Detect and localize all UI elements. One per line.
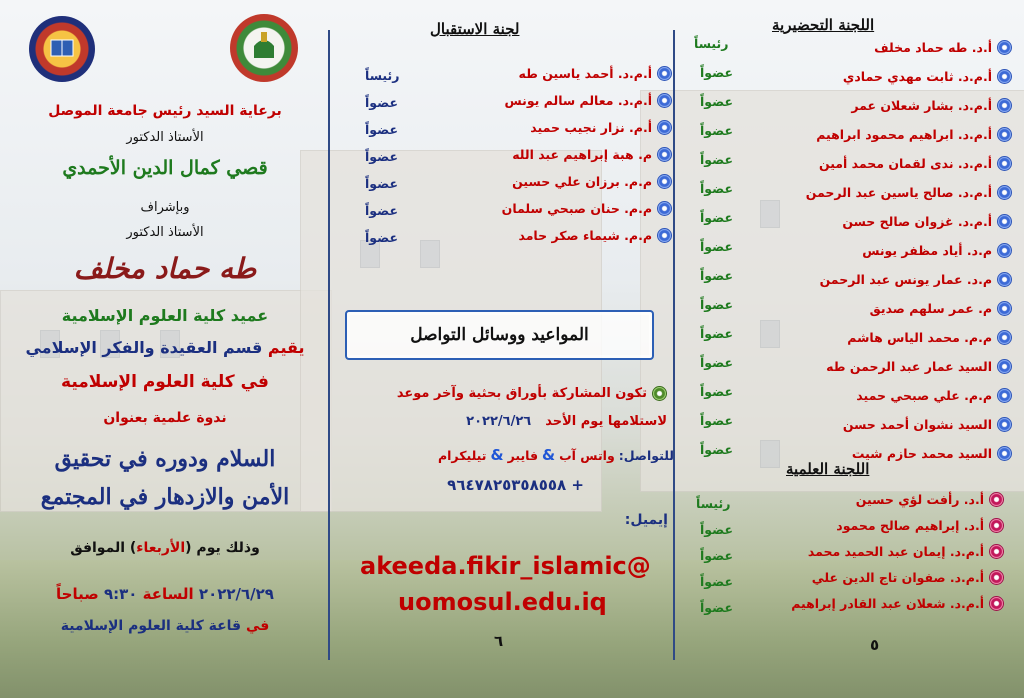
reception-member-row <box>512 147 672 162</box>
preparatory-member-row <box>874 40 1012 55</box>
venue-line <box>0 618 330 634</box>
scientific-member-role: عضواً <box>700 522 733 537</box>
preparatory-member-role: عضواً <box>700 210 733 225</box>
participation-text1: تكون المشاركة بأوراق بحثية وآخر موعد <box>396 386 647 401</box>
day-suffix: ) الموافق <box>70 540 137 556</box>
email-label-row <box>625 512 668 528</box>
flower-bullet-icon <box>989 570 1004 585</box>
preparatory-member-row <box>843 417 1012 432</box>
mosque-emblem-icon <box>230 14 298 82</box>
reception-member-name: أ.م.د. معالم سالم يونس <box>504 93 652 108</box>
flower-bullet-icon <box>997 185 1012 200</box>
dean-signature: طه حماد مخلف <box>73 252 257 285</box>
contact-whatsapp: واتس آب <box>559 447 615 463</box>
preparatory-member-role: عضواً <box>700 384 733 399</box>
preparatory-member-row <box>862 243 1012 258</box>
scientific-member-row <box>812 570 1004 585</box>
dean-title: عميد كلية العلوم الإسلامية <box>61 306 269 325</box>
scientific-member-row <box>836 518 1004 533</box>
flower-bullet-icon <box>997 243 1012 258</box>
flower-bullet-icon <box>997 388 1012 403</box>
contact-label: للتواصل: <box>618 447 674 463</box>
prof1-title: الأستاذ الدكتور <box>126 130 204 145</box>
reception-member-name: م.م. شيماء صكر حامد <box>518 228 652 243</box>
reception-member-row <box>504 93 672 108</box>
flower-bullet-icon <box>652 386 667 401</box>
seminar-title-line2: الأمن والازدهار في المجتمع <box>40 484 290 510</box>
college-line: في كلية العلوم الإسلامية <box>61 372 269 392</box>
preparatory-member-name: م. عمر سلهم صديق <box>869 301 992 316</box>
preparatory-member-name: أ.م.د. بشار شعلان عمر <box>851 98 992 113</box>
preparatory-member-name: أ.د. طه حماد مخلف <box>874 40 992 55</box>
preparatory-member-row <box>819 156 1012 171</box>
participation-text2: لاستلامها يوم الأحد <box>545 414 667 429</box>
preparatory-member-role: عضواً <box>700 181 733 196</box>
scientific-member-name: أ.م.د. صفوان تاج الدين علي <box>811 570 984 585</box>
reception-member-row <box>518 228 672 243</box>
preparatory-member-row <box>856 388 1012 403</box>
flower-bullet-icon <box>997 156 1012 171</box>
flower-bullet-icon <box>989 596 1004 611</box>
day-name: الأربعاء <box>136 540 186 556</box>
organizer-prefix: يقيم <box>267 338 305 357</box>
preparatory-member-row <box>820 272 1012 287</box>
reception-member-row <box>512 174 672 189</box>
participation-date: ٢٠٢٢/٦/٢٦ <box>466 414 532 429</box>
time-value: ٩:٣٠ <box>103 585 138 603</box>
university-logo <box>29 16 95 82</box>
preparatory-member-row <box>816 127 1012 142</box>
scientific-member-name: أ.د. رأفت لؤي حسين <box>855 492 984 507</box>
reception-member-role: عضواً <box>365 176 398 191</box>
reception-member-name: م.م. حنان صبحي سلمان <box>501 201 652 216</box>
flower-bullet-icon <box>997 359 1012 374</box>
preparatory-member-name: أ.م.د. ثابت مهدي حمادي <box>842 69 992 84</box>
flower-bullet-icon <box>997 272 1012 287</box>
email-address-line2[interactable]: uomosul.edu.iq <box>398 588 607 616</box>
scientific-member-name: أ.م.د. شعلان عبد القادر إبراهيم <box>791 596 984 611</box>
time-suffix: صباحاً <box>56 585 99 603</box>
flower-bullet-icon <box>657 120 672 135</box>
contact-viber: فايبر <box>507 447 539 463</box>
reception-member-name: أ.م.د. أحمد ياسين طه <box>518 66 652 81</box>
scientific-member-row <box>791 596 1004 611</box>
college-logo <box>230 14 298 82</box>
preparatory-member-role: عضواً <box>700 123 733 138</box>
reception-member-role: عضواً <box>365 149 398 164</box>
reception-member-name: م. هبة إبراهيم عبد الله <box>512 147 652 162</box>
flower-bullet-icon <box>657 147 672 162</box>
flower-bullet-icon <box>997 301 1012 316</box>
preparatory-member-row <box>851 98 1012 113</box>
participation-line2 <box>466 414 667 429</box>
flower-bullet-icon <box>657 174 672 189</box>
reception-member-role: رئيساً <box>365 68 400 83</box>
flower-bullet-icon <box>997 69 1012 84</box>
preparatory-member-role: عضواً <box>700 413 733 428</box>
reception-member-row <box>530 120 672 135</box>
preparatory-member-name: م.د. عمار يونس عبد الرحمن <box>819 272 992 287</box>
flower-bullet-icon <box>989 544 1004 559</box>
flower-bullet-icon <box>657 66 672 81</box>
preparatory-member-row <box>843 69 1012 84</box>
flower-bullet-icon <box>997 40 1012 55</box>
page-number-left: ٦ <box>494 632 504 650</box>
seminar-intro: ندوة علمية بعنوان <box>103 410 227 426</box>
venue-prefix: في <box>245 618 270 634</box>
preparatory-member-name: م.د. أياد مظفر يونس <box>862 243 992 258</box>
preparatory-member-role: عضواً <box>700 442 733 457</box>
phone-line <box>447 476 584 494</box>
scientific-committee-title: اللجنة العلمية <box>786 460 870 478</box>
amp-symbol: & <box>490 446 504 464</box>
column-divider-right <box>673 30 675 660</box>
book-emblem-icon <box>29 16 95 82</box>
flower-bullet-icon <box>997 446 1012 461</box>
preparatory-member-name: أ.م.د. ندى لقمان محمد أمين <box>818 156 992 171</box>
phone-number: + ٩٦٤٧٨٢٥٣٥٨٥٥٨ <box>447 476 584 494</box>
background-window <box>760 200 780 228</box>
preparatory-member-name: أ.م.د. غزوان صالح حسن <box>842 214 992 229</box>
preparatory-member-role: عضواً <box>700 268 733 283</box>
preparatory-member-name: أ.م.د. ابراهيم محمود ابراهيم <box>816 127 992 142</box>
amp-symbol: & <box>542 446 556 464</box>
preparatory-member-role: عضواً <box>700 239 733 254</box>
event-date: ٢٠٢٢/٦/٢٩ <box>198 585 274 603</box>
reception-member-role: عضواً <box>365 95 398 110</box>
participation-line1 <box>397 386 667 401</box>
contact-line <box>438 446 674 464</box>
background-window <box>760 440 780 468</box>
scientific-member-row <box>808 544 1004 559</box>
scientific-member-role: عضواً <box>700 574 733 589</box>
venue: قاعة كلية العلوم الإسلامية <box>60 618 242 634</box>
reception-member-row <box>502 201 672 216</box>
scientific-member-row <box>856 492 1004 507</box>
organizer-line <box>0 338 330 357</box>
email-address-line1[interactable]: akeeda.fikir_islamic@ <box>360 552 651 580</box>
preparatory-member-role: عضواً <box>700 326 733 341</box>
preparatory-member-name: أ.م.د. صالح ياسين عبد الرحمن <box>805 185 992 200</box>
organizer-department: قسم العقيدة والفكر الإسلامي <box>25 338 263 357</box>
preparatory-member-role: رئيساً <box>694 36 729 51</box>
preparatory-member-role: عضواً <box>700 65 733 80</box>
schedule-contact-banner <box>345 310 654 360</box>
scientific-member-name: أ.د. إبراهيم صالح محمود <box>836 518 984 533</box>
background-window <box>420 240 440 268</box>
preparatory-member-name: السيد نشوان أحمد حسن <box>842 417 992 432</box>
preparatory-member-name: السيد عمار عبد الرحمن طه <box>826 359 992 374</box>
flower-bullet-icon <box>997 417 1012 432</box>
scientific-member-name: أ.م.د. إيمان عبد الحميد محمد <box>807 544 984 559</box>
flower-bullet-icon <box>997 214 1012 229</box>
flower-bullet-icon <box>989 518 1004 533</box>
seminar-title-line1: السلام ودوره في تحقيق <box>54 446 276 472</box>
scientific-member-role: رئيساً <box>696 496 731 511</box>
preparatory-member-name: م.م. علي صبحي حميد <box>856 388 992 403</box>
reception-member-role: عضواً <box>365 203 398 218</box>
preparatory-member-role: عضواً <box>700 152 733 167</box>
preparatory-committee-title: اللجنة التحضيرية <box>772 16 875 34</box>
reception-member-row <box>519 66 672 81</box>
preparatory-member-row <box>870 301 1012 316</box>
reception-committee-title: لجنة الاستقبال <box>430 20 520 38</box>
prof1-name: قصي كمال الدين الأحمدي <box>62 157 268 179</box>
flower-bullet-icon <box>997 330 1012 345</box>
email-label: إيميل: <box>624 512 668 528</box>
preparatory-member-row <box>806 185 1012 200</box>
preparatory-member-row <box>852 446 1012 461</box>
flower-bullet-icon <box>657 93 672 108</box>
flower-bullet-icon <box>989 492 1004 507</box>
preparatory-member-row <box>847 330 1012 345</box>
background-window <box>760 320 780 348</box>
page-number-right: ٥ <box>870 636 880 654</box>
preparatory-member-row <box>842 214 1012 229</box>
patronage-line: برعاية السيد رئيس جامعة الموصل <box>48 103 282 119</box>
reception-member-role: عضواً <box>365 230 398 245</box>
reception-member-role: عضواً <box>365 122 398 137</box>
time-label: الساعة <box>142 585 194 603</box>
scientific-member-role: عضواً <box>700 548 733 563</box>
preparatory-member-name: م.م. محمد الياس هاشم <box>847 330 992 345</box>
banner-text: المواعيد ووسائل التواصل <box>410 325 589 345</box>
preparatory-member-name: السيد محمد حازم شيت <box>851 446 992 461</box>
preparatory-member-role: عضواً <box>700 94 733 109</box>
flower-bullet-icon <box>657 201 672 216</box>
flower-bullet-icon <box>997 98 1012 113</box>
flower-bullet-icon <box>657 228 672 243</box>
reception-member-name: أ.م. نزار نجيب حميد <box>530 120 652 135</box>
day-prefix: وذلك يوم ( <box>185 540 260 556</box>
reception-member-name: م.م. برزان علي حسين <box>512 174 652 189</box>
preparatory-member-role: عضواً <box>700 355 733 370</box>
scientific-member-role: عضواً <box>700 600 733 615</box>
prof2-title: الأستاذ الدكتور <box>126 225 204 240</box>
day-line <box>0 540 330 556</box>
preparatory-member-role: عضواً <box>700 297 733 312</box>
contact-telegram: تيليكرام <box>437 447 487 463</box>
supervision-label: وبإشراف <box>140 200 190 215</box>
flower-bullet-icon <box>997 127 1012 142</box>
time-line <box>0 585 330 603</box>
preparatory-member-row <box>826 359 1012 374</box>
